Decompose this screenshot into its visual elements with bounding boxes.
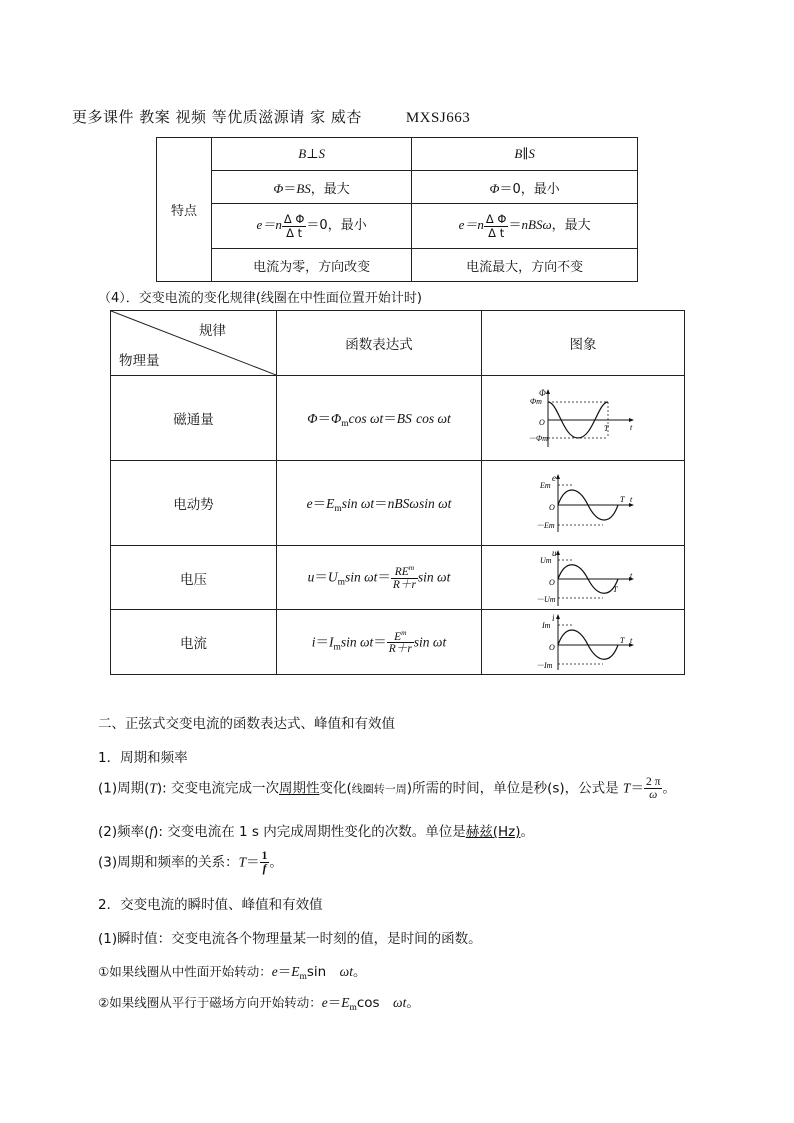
graph-current xyxy=(528,612,638,672)
col1-head: B⊥S xyxy=(212,138,412,171)
svg-text:－Im: －Im xyxy=(536,661,553,670)
svg-text:O: O xyxy=(549,577,555,587)
svg-text:Em: Em xyxy=(540,481,551,490)
row-name-flux: 磁通量 xyxy=(111,376,277,461)
svg-text:O: O xyxy=(539,418,545,427)
banner-text: 更多课件 教案 视频 等优质滋源请 家 威杏 xyxy=(72,108,362,126)
graph-emf xyxy=(528,472,638,534)
svg-text:t: t xyxy=(630,636,633,645)
fraction: $\frac{1}{f}$ xyxy=(261,850,268,876)
fraction: $\frac{E^m}{R+r}$ xyxy=(388,627,412,656)
col2-head: B∥S xyxy=(412,138,638,171)
svg-text:T: T xyxy=(613,584,618,594)
banner-code: MXSJ663 xyxy=(405,110,471,126)
svg-text:i: i xyxy=(552,613,555,623)
graph-flux-cell xyxy=(482,376,685,461)
svg-text:Im: Im xyxy=(542,621,551,630)
graph-voltage-cell xyxy=(482,546,685,610)
row-name-voltage: 电压 xyxy=(111,546,277,610)
paragraph-neutral-plane: ①如果线圈从中性面开始转动：$e=E_m\sin$ ωt。 xyxy=(98,964,367,982)
svg-text:Φm: Φm xyxy=(530,397,542,406)
head-graph: 图象 xyxy=(482,311,685,376)
fraction: $\frac{2 \pi}{\omega}$ xyxy=(645,776,661,802)
section2-sub2: 2．交变电流的瞬时值、峰值和有效值 xyxy=(98,897,323,913)
head-expression: 函数表达式 xyxy=(277,311,482,376)
svg-text:T: T xyxy=(620,636,625,645)
paragraph-relation: (3)周期和频率的关系：T＝ $\frac{1}{f}$ 。 xyxy=(98,850,283,876)
cell-flux-max: Φ＝BS，最大 xyxy=(212,171,412,204)
expr-current: $i=I_m\sin$ ωt＝ $\frac{E^m}{R+r}$ sin ωt xyxy=(277,610,482,675)
fraction: $\frac{\text{Δ Φ}}{\text{Δ t}}$ xyxy=(485,212,507,240)
fraction: $\frac{\text{Δ Φ}}{\text{Δ t}}$ xyxy=(283,212,305,240)
expr-emf: $e=E_m\sin$ ωt＝nBSωsin ωt xyxy=(277,461,482,546)
cell-current-zero: 电流为零，方向改变 xyxy=(212,249,412,282)
characteristics-label: 特点 xyxy=(157,138,212,282)
expr-flux: $\Phi=\Phi_m\cos$ ωt＝BS cos ωt xyxy=(277,376,482,461)
graph-current-cell xyxy=(482,610,685,675)
svg-text:O: O xyxy=(549,643,555,652)
svg-text:t: t xyxy=(630,495,633,504)
svg-text:Φ: Φ xyxy=(539,388,546,398)
paragraph-instantaneous: (1)瞬时值：交变电流各个物理量某一时刻的值，是时间的函数。 xyxy=(98,931,482,947)
variation-table xyxy=(110,310,685,675)
svg-text:t: t xyxy=(630,423,633,432)
svg-text:e: e xyxy=(552,473,556,483)
header-banner xyxy=(72,106,470,127)
cell-emf-min: e＝n $\frac{\text{Δ Φ}}{\text{Δ t}}$ ＝0，最小 xyxy=(212,204,412,249)
paragraph-parallel-field: ②如果线圈从平行于磁场方向开始转动：$e=E_m\cos$ ωt。 xyxy=(98,995,420,1013)
svg-text:－Um: －Um xyxy=(536,594,556,604)
expr-voltage: $u=U_m\sin$ ωt＝ $\frac{RE^m}{R+r}$ sin ωt xyxy=(277,546,482,610)
section2-title: 二、正弦式交变电流的函数表达式、峰值和有效值 xyxy=(98,716,395,732)
row-name-emf: 电动势 xyxy=(111,461,277,546)
cell-emf-max: e＝n $\frac{\text{Δ Φ}}{\text{Δ t}}$ ＝nBSω，最大 xyxy=(412,204,638,249)
row-name-current: 电流 xyxy=(111,610,277,675)
cell-flux-min: Φ＝0，最小 xyxy=(412,171,638,204)
diagonal-header xyxy=(111,311,277,376)
svg-text:u: u xyxy=(552,547,557,558)
svg-text:T: T xyxy=(620,495,625,504)
y-arrow xyxy=(546,389,550,394)
svg-text:t: t xyxy=(630,570,633,580)
section4-title: （4）．交变电流的变化规律(线圈在中性面位置开始计时) xyxy=(98,291,422,306)
graph-voltage xyxy=(528,548,638,608)
section2-sub1: 1．周期和频率 xyxy=(98,750,188,766)
characteristics-table xyxy=(156,137,638,282)
svg-text:O: O xyxy=(549,503,555,512)
svg-text:－Em: －Em xyxy=(536,521,555,530)
svg-text:Um: Um xyxy=(540,555,552,565)
head-quantity: 物理量 xyxy=(119,353,160,369)
paragraph-period: (1)周期(T): 交变电流完成一次周期性变化(线圈转一周)所需的时间，单位是秒(s)，公式是 T＝ $\frac{2 \pi}{\omega}$ 。 xyxy=(98,776,676,802)
graph-emf-cell xyxy=(482,461,685,546)
paragraph-frequency: (2)频率(f): 交变电流在 1 s 内完成周期性变化的次数。单位是赫兹(Hz)。 xyxy=(98,824,535,840)
head-rule: 规律 xyxy=(199,323,226,339)
graph-flux xyxy=(528,387,638,449)
svg-text:T: T xyxy=(604,424,609,433)
x-arrow xyxy=(629,418,634,422)
svg-text:－Φm: －Φm xyxy=(528,434,548,443)
cell-current-max: 电流最大，方向不变 xyxy=(412,249,638,282)
fraction: $\frac{RE^m}{R+r}$ xyxy=(392,563,416,591)
